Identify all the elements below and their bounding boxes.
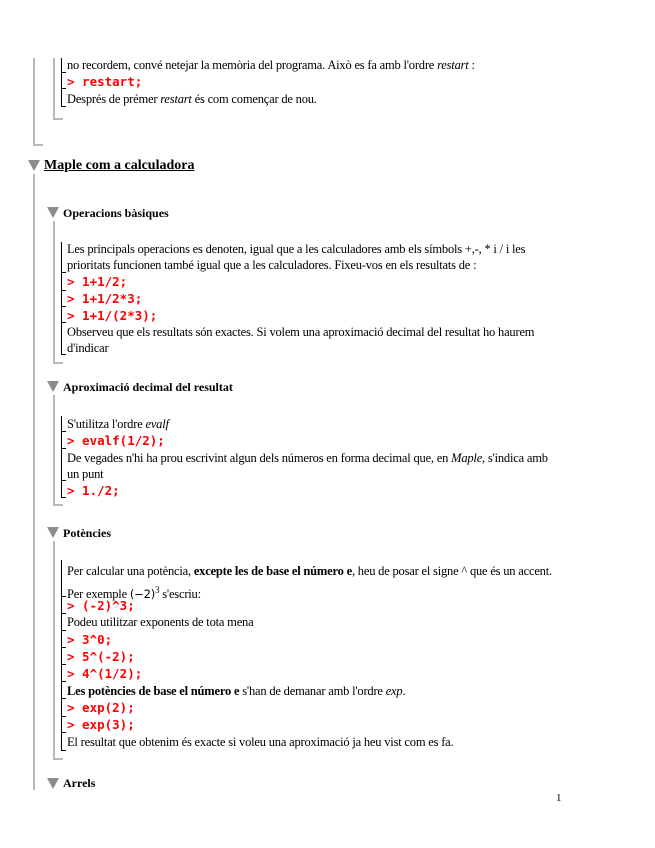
page-number: 1	[556, 792, 562, 804]
collapse-triangle-icon[interactable]	[28, 160, 40, 171]
group-bracket	[61, 58, 62, 106]
bracket-tick	[61, 750, 66, 751]
collapse-triangle-icon[interactable]	[47, 527, 59, 538]
text-line: no recordem, convé netejar la memòria del programa. Això es fa amb l'ordre restart :	[67, 58, 475, 72]
bracket-tick	[61, 497, 66, 498]
subsection-bar	[53, 221, 55, 364]
maple-command[interactable]: > restart;	[67, 74, 143, 89]
subsection-title: Operacions bàsiques	[63, 206, 169, 220]
bracket-tick	[61, 106, 66, 107]
maple-command[interactable]: > exp(3);	[67, 717, 135, 732]
subsection-title: Arrels	[63, 776, 96, 790]
maple-command[interactable]: > (-2)^3;	[67, 598, 135, 613]
bracket-tick	[61, 272, 66, 273]
bracket-tick	[61, 716, 66, 717]
maple-command[interactable]: > 1+1/(2*3);	[67, 308, 158, 323]
bracket-tick	[61, 480, 66, 481]
collapse-triangle-icon[interactable]	[47, 778, 59, 789]
maple-command[interactable]: > 5^(-2);	[67, 649, 135, 664]
bracket-tick	[61, 647, 66, 648]
bracket-tick	[61, 698, 66, 699]
paragraph: De vegades n'hi ha prou escrivint algun dels números en forma decimal que, en Maple, s'indica amb un punt	[67, 451, 548, 481]
bracket-tick	[61, 88, 66, 89]
bracket-tick	[61, 681, 66, 682]
maple-command[interactable]: > 1+1/2;	[67, 274, 128, 289]
bracket-tick	[61, 596, 66, 597]
subsection-bar	[53, 395, 55, 506]
subsection-title: Aproximació decimal del resultat	[63, 380, 233, 394]
group-bracket	[61, 416, 62, 497]
math-expression: (−2)	[129, 587, 155, 602]
bracket-tick	[61, 72, 66, 73]
bracket-tick	[61, 431, 66, 432]
subsection-bar-end	[53, 504, 63, 506]
maple-command[interactable]: > 1+1/2*3;	[67, 291, 143, 306]
paragraph: Les principals operacions es denoten, igual que a les calculadores amb els símbols +,-, * i / i les prioritats funcionen també igual que a les calculadores. Fixeu-vos en els resultats de :	[67, 242, 526, 272]
bracket-tick	[61, 306, 66, 307]
group-bracket	[61, 560, 62, 750]
bracket-tick	[61, 630, 66, 631]
maple-command[interactable]: > 1./2;	[67, 483, 120, 498]
paragraph: Observeu que els resultats són exactes. Si volem una aproximació decimal del resultat ho haurem d'indicar	[67, 325, 535, 355]
bracket-tick	[61, 664, 66, 665]
subsection-bar-end	[53, 362, 63, 364]
maple-command[interactable]: > exp(2);	[67, 700, 135, 715]
text-line: Podeu utilitzar exponents de tota mena	[67, 615, 254, 629]
bracket-tick	[61, 322, 66, 323]
collapse-triangle-icon[interactable]	[47, 207, 59, 218]
section-bar	[33, 174, 35, 790]
section-bar-top-end	[33, 144, 43, 146]
bracket-tick	[61, 448, 66, 449]
bracket-tick	[61, 732, 66, 733]
subsection-bar-end	[53, 758, 63, 760]
collapse-triangle-icon[interactable]	[47, 381, 59, 392]
maple-command[interactable]: > evalf(1/2);	[67, 433, 165, 448]
text-line: Les potències de base el número e s'han de demanar amb l'ordre exp.	[67, 684, 406, 698]
text-line: Després de prémer restart és com començar de nou.	[67, 92, 317, 106]
section-title: Maple com a calculadora	[44, 158, 195, 173]
paragraph: Per calcular una potència, excepte les de base el número e, heu de posar el signe ^ que és un accent. Per exemple $(-2)^3$ s'escriu:	[67, 564, 552, 602]
subsection-bar-top	[53, 58, 55, 120]
text-line: El resultat que obtenim és exacte si voleu una aproximació ja heu vist com es fa.	[67, 735, 454, 749]
maple-command[interactable]: > 3^0;	[67, 632, 113, 647]
bracket-tick	[61, 290, 66, 291]
section-bar-top	[33, 58, 35, 146]
group-bracket	[61, 242, 62, 354]
subsection-bar	[53, 541, 55, 760]
text-line: S'utilitza l'ordre evalf	[67, 417, 169, 431]
maple-command[interactable]: > 4^(1/2);	[67, 666, 143, 681]
bracket-tick	[61, 613, 66, 614]
subsection-title: Potències	[63, 526, 111, 540]
bracket-tick	[61, 354, 66, 355]
subsection-bar-top-end	[53, 118, 63, 120]
